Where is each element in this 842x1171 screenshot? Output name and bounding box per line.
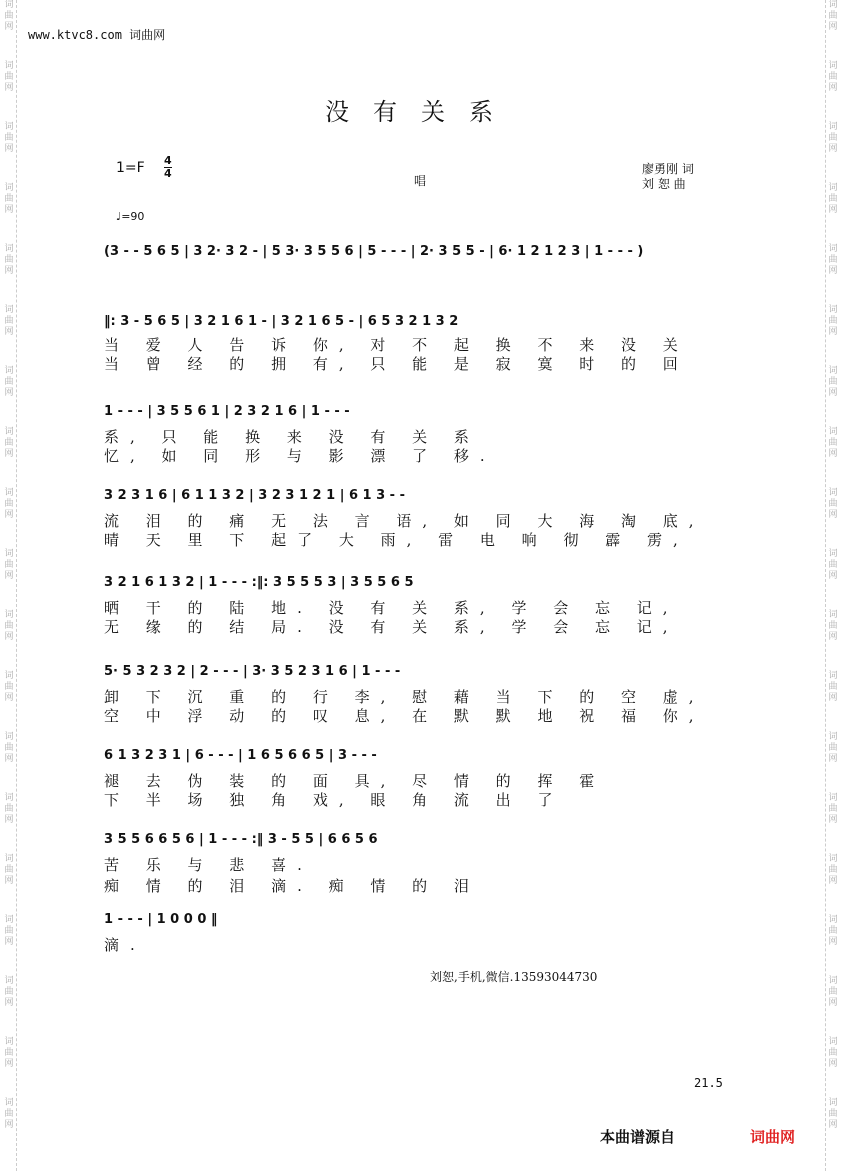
watermark-gap bbox=[826, 216, 840, 244]
watermark-char: 网 bbox=[828, 83, 838, 93]
watermark-char: 网 bbox=[828, 571, 838, 581]
watermark-gap bbox=[826, 643, 840, 671]
watermark-char: 网 bbox=[4, 1059, 14, 1069]
watermark-char: 网 bbox=[828, 205, 838, 215]
lyric-row-4a: 晒 干 的 陆 地. 没 有 关 系, 学 会 忘 记, bbox=[104, 599, 679, 617]
watermark-char: 曲 bbox=[4, 682, 14, 692]
watermark-char: 曲 bbox=[828, 1048, 838, 1058]
watermark-char: 曲 bbox=[828, 621, 838, 631]
watermark-char: 词 bbox=[828, 366, 838, 376]
watermark-char: 网 bbox=[828, 937, 838, 947]
watermark-gap bbox=[2, 460, 16, 488]
watermark-char: 词 bbox=[4, 1037, 14, 1047]
lyric-row-4b: 无 缘 的 结 局. 没 有 关 系, 学 会 忘 记, bbox=[104, 618, 679, 636]
lyric-row-2b: 忆, 如 同 形 与 影 漂 了 移. bbox=[104, 447, 496, 465]
watermark-char: 曲 bbox=[4, 1109, 14, 1119]
watermark-gap bbox=[826, 277, 840, 305]
watermark-gap bbox=[2, 277, 16, 305]
song-title: 没有关系 bbox=[325, 98, 517, 126]
meter-bottom: 4 bbox=[164, 167, 172, 180]
credits bbox=[642, 162, 694, 192]
contact-info: 刘恕,手机,微信.13593044730 bbox=[430, 970, 598, 984]
watermark-char: 词 bbox=[828, 915, 838, 925]
composer: 刘 恕 曲 bbox=[642, 177, 686, 191]
watermark-char: 词 bbox=[4, 671, 14, 681]
lyric-row-6b: 下 半 场 独 角 戏, 眼 角 流 出 了 bbox=[104, 791, 564, 809]
watermark-gap bbox=[2, 1070, 16, 1098]
watermark-char: 词 bbox=[4, 854, 14, 864]
footer-source-label: 本曲谱源自 bbox=[600, 1128, 676, 1146]
watermark-char: 词 bbox=[4, 0, 14, 10]
watermark-char: 网 bbox=[828, 754, 838, 764]
watermark-char: 曲 bbox=[4, 316, 14, 326]
watermark-char: 词 bbox=[828, 61, 838, 71]
watermark-char: 曲 bbox=[828, 499, 838, 509]
watermark-char: 词 bbox=[828, 183, 838, 193]
watermark-char: 词 bbox=[4, 793, 14, 803]
watermark-char: 网 bbox=[4, 266, 14, 276]
watermark-char: 词 bbox=[828, 0, 838, 10]
watermark-char: 曲 bbox=[828, 804, 838, 814]
watermark-char: 词 bbox=[828, 305, 838, 315]
watermark-char: 网 bbox=[4, 22, 14, 32]
lyric-row-2a: 系, 只 能 换 来 没 有 关 系 bbox=[104, 428, 480, 446]
watermark-char: 网 bbox=[4, 693, 14, 703]
watermark-gap bbox=[826, 399, 840, 427]
watermark-char: 词 bbox=[828, 488, 838, 498]
watermark-char: 曲 bbox=[828, 377, 838, 387]
watermark-gap bbox=[2, 1009, 16, 1037]
watermark-gap bbox=[2, 33, 16, 61]
watermark-char: 曲 bbox=[4, 743, 14, 753]
watermark-char: 词 bbox=[4, 122, 14, 132]
site-name: 词曲网 bbox=[129, 28, 166, 42]
watermark-char: 词 bbox=[4, 427, 14, 437]
watermark-gap bbox=[826, 704, 840, 732]
watermark-char: 曲 bbox=[828, 438, 838, 448]
watermark-gap bbox=[2, 826, 16, 854]
watermark-char: 曲 bbox=[828, 560, 838, 570]
watermark-char: 网 bbox=[828, 22, 838, 32]
watermark-char: 词 bbox=[4, 366, 14, 376]
watermark-char: 曲 bbox=[4, 11, 14, 21]
watermark-gap bbox=[826, 155, 840, 183]
watermark-char: 网 bbox=[4, 388, 14, 398]
watermark-char: 曲 bbox=[828, 72, 838, 82]
watermark-char: 词 bbox=[4, 732, 14, 742]
watermark-char: 网 bbox=[4, 998, 14, 1008]
watermark-char: 网 bbox=[4, 876, 14, 886]
watermark-char: 词 bbox=[828, 671, 838, 681]
watermark-char: 词 bbox=[4, 244, 14, 254]
watermark-char: 网 bbox=[828, 693, 838, 703]
watermark-gap bbox=[826, 948, 840, 976]
watermark-char: 网 bbox=[828, 266, 838, 276]
lyric-row-3b: 晴 天 里 下 起了 大 雨, 雷 电 响 彻 霹 雳, bbox=[104, 531, 689, 549]
lyric-row-5b: 空 中 浮 动 的 叹 息, 在 默 默 地 祝 福 你, bbox=[104, 707, 705, 725]
watermark-gap bbox=[2, 155, 16, 183]
watermark-gap bbox=[826, 521, 840, 549]
watermark-char: 词 bbox=[4, 915, 14, 925]
watermark-char: 曲 bbox=[828, 682, 838, 692]
score-row-5: 5· 5 3 2 3 2 | 2 - - - | 3· 3 5 2 3 1 6 | 1 - - - bbox=[104, 664, 401, 679]
watermark-char: 词 bbox=[4, 183, 14, 193]
watermark-char: 曲 bbox=[828, 987, 838, 997]
watermark-char: 词 bbox=[828, 793, 838, 803]
watermark-char: 曲 bbox=[4, 72, 14, 82]
watermark-char: 曲 bbox=[828, 1109, 838, 1119]
watermark-char: 词 bbox=[4, 305, 14, 315]
watermark-char: 网 bbox=[4, 510, 14, 520]
tempo-marking: ♩=90 bbox=[116, 210, 145, 223]
site-header bbox=[28, 26, 165, 43]
watermark-gap bbox=[2, 704, 16, 732]
score-row-4: 3 2 1 6 1 3 2 | 1 - - - :‖: 3 5 5 5 3 | 3 5 5 6 5 bbox=[104, 575, 414, 590]
watermark-char: 曲 bbox=[828, 743, 838, 753]
watermark-gap bbox=[2, 521, 16, 549]
watermark-char: 词 bbox=[828, 122, 838, 132]
watermark-gap bbox=[2, 582, 16, 610]
watermark-char: 曲 bbox=[4, 926, 14, 936]
watermark-char: 网 bbox=[4, 937, 14, 947]
lyric-row-3a: 流 泪 的 痛 无 法 言 语, 如 同 大 海 淘 底, bbox=[104, 512, 705, 530]
watermark-char: 曲 bbox=[4, 255, 14, 265]
lyricist: 廖勇刚 词 bbox=[642, 162, 694, 176]
watermark-char: 词 bbox=[828, 732, 838, 742]
watermark-gap bbox=[2, 948, 16, 976]
watermark-char: 网 bbox=[4, 571, 14, 581]
lyric-row-6a: 褪 去 伪 装 的 面 具, 尽 情 的 挥 霍 bbox=[104, 772, 606, 790]
watermark-char: 词 bbox=[828, 244, 838, 254]
watermark-char: 网 bbox=[828, 327, 838, 337]
page-number: 21.5 bbox=[694, 1076, 723, 1090]
watermark-char: 曲 bbox=[828, 926, 838, 936]
watermark-char: 曲 bbox=[4, 377, 14, 387]
watermark-char: 词 bbox=[4, 61, 14, 71]
watermark-char: 网 bbox=[4, 83, 14, 93]
lyric-row-1b: 当 曾 经 的 拥 有, 只 能 是 寂 寞 时 的 回 bbox=[104, 355, 689, 373]
watermark-char: 词 bbox=[4, 549, 14, 559]
watermark-gap bbox=[2, 765, 16, 793]
watermark-char: 曲 bbox=[828, 865, 838, 875]
score-row-6: 6 1 3 2 3 1 | 6 - - - | 1 6 5 6 6 5 | 3 - - - bbox=[104, 748, 377, 763]
watermark-gap bbox=[2, 338, 16, 366]
watermark-char: 曲 bbox=[4, 194, 14, 204]
watermark-char: 网 bbox=[828, 1059, 838, 1069]
watermark-char: 网 bbox=[828, 876, 838, 886]
watermark-char: 词 bbox=[4, 1098, 14, 1108]
watermark-char: 网 bbox=[828, 510, 838, 520]
left-border-line bbox=[16, 0, 17, 1171]
watermark-gap bbox=[2, 1131, 16, 1159]
watermark-gap bbox=[826, 887, 840, 915]
watermark-gap bbox=[826, 765, 840, 793]
watermark-char: 网 bbox=[4, 1120, 14, 1130]
watermark-char: 词 bbox=[828, 427, 838, 437]
watermark-char: 词 bbox=[828, 854, 838, 864]
watermark-char: 词 bbox=[4, 610, 14, 620]
watermark-char: 词 bbox=[4, 488, 14, 498]
score-row-8: 1 - - - | 1 0 0 0 ‖ bbox=[104, 912, 218, 927]
watermark-char: 词 bbox=[828, 610, 838, 620]
footer-brand-logo[interactable]: 词曲网 bbox=[750, 1128, 796, 1146]
watermark-char: 网 bbox=[828, 388, 838, 398]
watermark-char: 词 bbox=[828, 1037, 838, 1047]
watermark-char: 网 bbox=[4, 449, 14, 459]
watermark-char: 曲 bbox=[4, 438, 14, 448]
watermark-char: 曲 bbox=[4, 865, 14, 875]
watermark-char: 词 bbox=[828, 549, 838, 559]
watermark-char: 网 bbox=[828, 632, 838, 642]
watermark-char: 网 bbox=[4, 144, 14, 154]
watermark-gap bbox=[826, 1131, 840, 1159]
watermark-gap bbox=[2, 399, 16, 427]
lyric-row-1a: 当 爱 人 告 诉 你, 对 不 起 换 不 来 没 关 bbox=[104, 336, 689, 354]
watermark-gap bbox=[2, 216, 16, 244]
lyric-row-8a: 滴. bbox=[104, 936, 146, 954]
watermark-char: 网 bbox=[828, 815, 838, 825]
site-url[interactable]: www.ktvc8.com bbox=[28, 28, 122, 42]
watermark-char: 曲 bbox=[4, 499, 14, 509]
left-watermark-strip bbox=[2, 0, 16, 1159]
watermark-gap bbox=[2, 643, 16, 671]
watermark-char: 曲 bbox=[828, 133, 838, 143]
watermark-gap bbox=[826, 1009, 840, 1037]
watermark-char: 网 bbox=[828, 144, 838, 154]
watermark-gap bbox=[826, 826, 840, 854]
watermark-char: 网 bbox=[828, 1120, 838, 1130]
watermark-char: 曲 bbox=[828, 316, 838, 326]
watermark-gap bbox=[826, 338, 840, 366]
watermark-char: 网 bbox=[828, 998, 838, 1008]
watermark-char: 网 bbox=[828, 449, 838, 459]
watermark-char: 曲 bbox=[4, 1048, 14, 1058]
watermark-gap bbox=[826, 1070, 840, 1098]
score-row-3: 3 2 3 1 6 | 6 1 1 3 2 | 3 2 3 1 2 1 | 6 1 3 - - bbox=[104, 488, 405, 503]
time-signature bbox=[164, 155, 172, 180]
score-row-intro: (3 - - 5 6 5 | 3 2· 3 2 - | 5 3· 3 5 5 6 | 5 - - - | 2· 3 5 5 - | 6· 1 2 1 2 3 | 1 - - - ) bbox=[104, 244, 644, 259]
watermark-char: 曲 bbox=[828, 194, 838, 204]
watermark-char: 网 bbox=[4, 632, 14, 642]
lyric-row-7a: 苦 乐 与 悲 喜. bbox=[104, 856, 313, 874]
watermark-char: 网 bbox=[4, 815, 14, 825]
watermark-char: 曲 bbox=[4, 804, 14, 814]
meter-top: 4 bbox=[164, 154, 172, 167]
lyric-row-7b: 痴 情 的 泪 滴. 痴 情 的 泪 bbox=[104, 877, 480, 895]
lyric-row-5a: 卸 下 沉 重 的 行 李, 慰 藉 当 下 的 空 虚, bbox=[104, 688, 705, 706]
watermark-char: 曲 bbox=[4, 133, 14, 143]
watermark-char: 网 bbox=[4, 205, 14, 215]
watermark-gap bbox=[826, 460, 840, 488]
watermark-char: 词 bbox=[4, 976, 14, 986]
watermark-gap bbox=[2, 887, 16, 915]
watermark-char: 曲 bbox=[4, 560, 14, 570]
watermark-gap bbox=[826, 33, 840, 61]
right-watermark-strip bbox=[826, 0, 840, 1159]
watermark-gap bbox=[826, 582, 840, 610]
singer-label: 唱 bbox=[414, 174, 427, 188]
watermark-char: 曲 bbox=[4, 621, 14, 631]
watermark-char: 词 bbox=[828, 1098, 838, 1108]
score-row-1: ‖: 3 - 5 6 5 | 3 2 1 6 1 - | 3 2 1 6 5 - | 6 5 3 2 1 3 2 bbox=[104, 314, 459, 329]
score-row-7: 3 5 5 6 6 5 6 | 1 - - - :‖ 3 - 5 5 | 6 6 5 6 bbox=[104, 832, 378, 847]
watermark-char: 网 bbox=[4, 754, 14, 764]
key-signature: 1=F bbox=[116, 160, 145, 176]
watermark-char: 网 bbox=[4, 327, 14, 337]
watermark-char: 曲 bbox=[4, 987, 14, 997]
watermark-char: 曲 bbox=[828, 11, 838, 21]
score-row-2: 1 - - - | 3 5 5 6 1 | 2 3 2 1 6 | 1 - - - bbox=[104, 404, 350, 419]
watermark-char: 词 bbox=[828, 976, 838, 986]
watermark-char: 曲 bbox=[828, 255, 838, 265]
